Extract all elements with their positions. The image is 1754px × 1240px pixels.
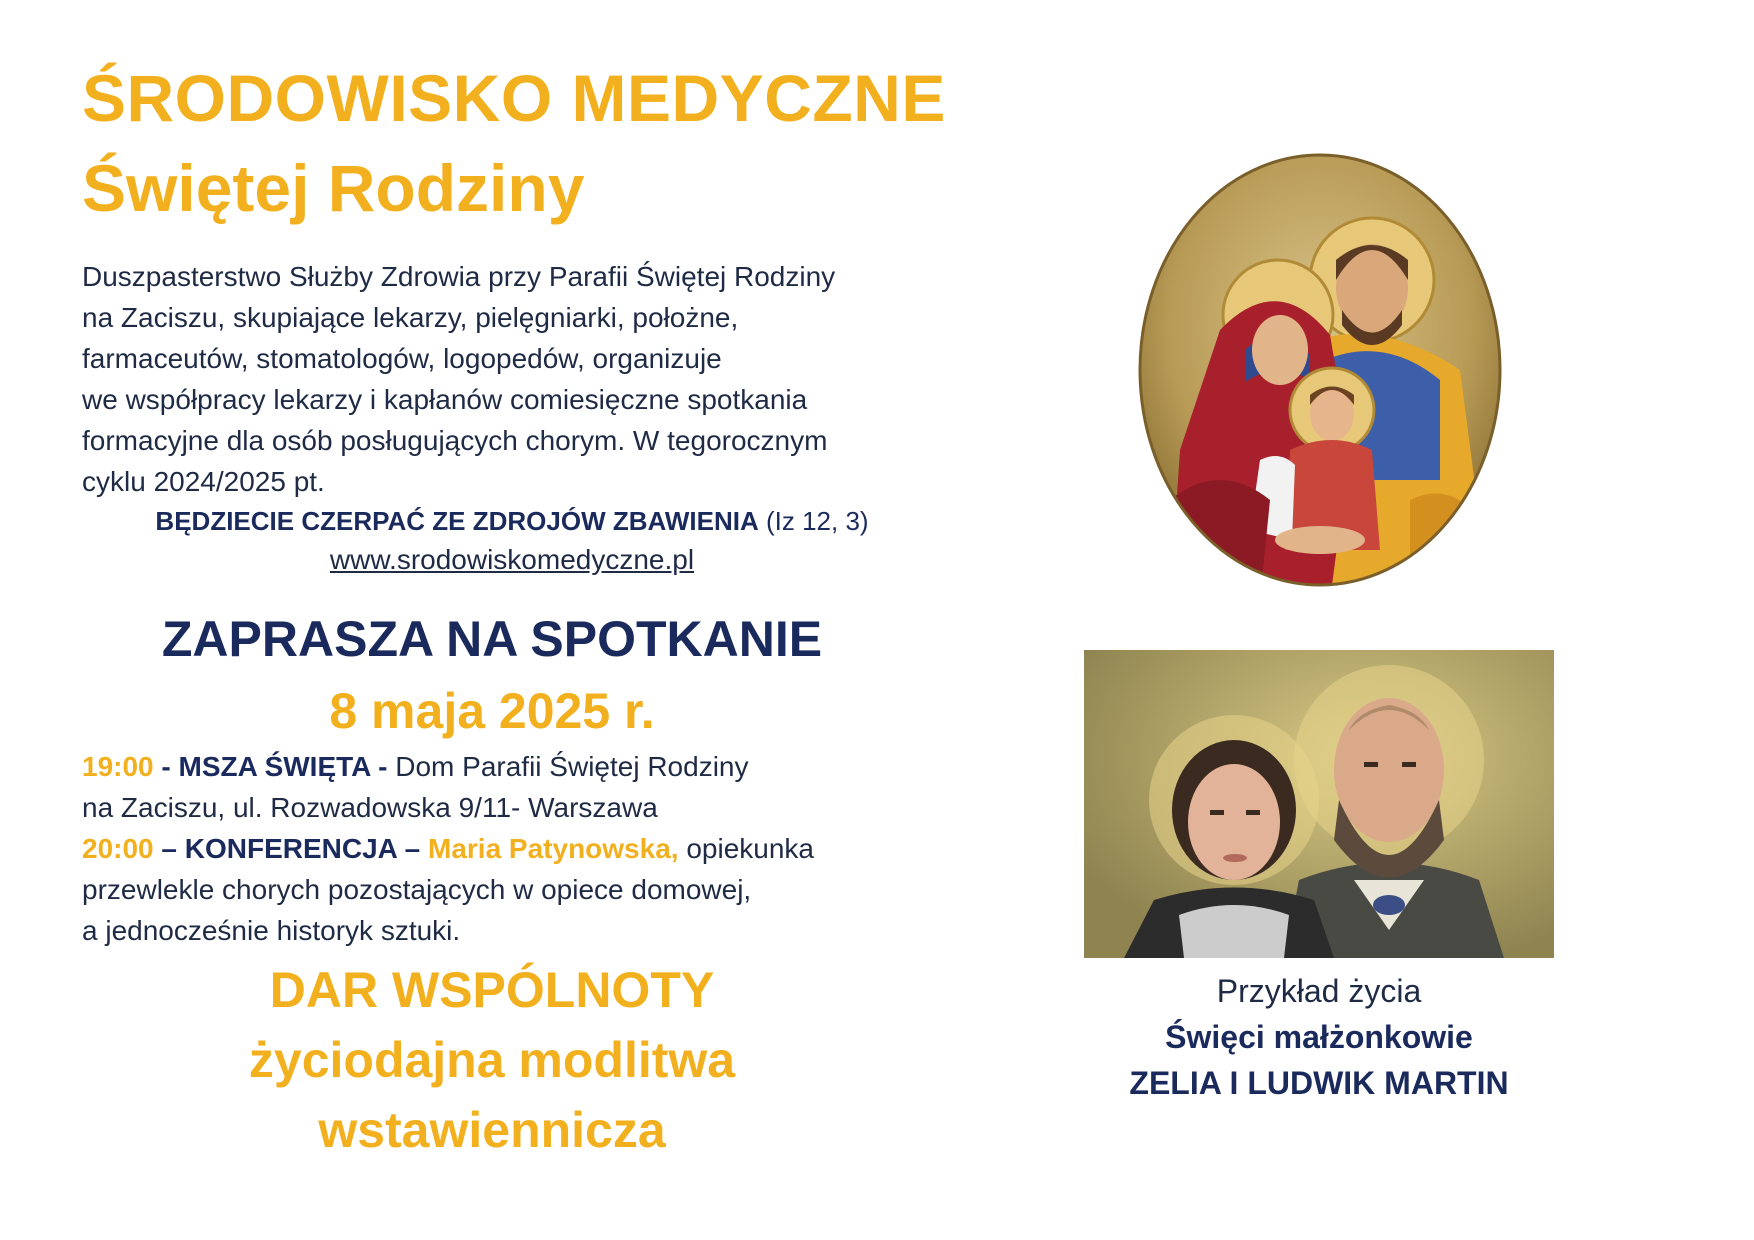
caption-line: Święci małżonkowie (1165, 1019, 1473, 1055)
caption-line: ZELIA I LUDWIK MARTIN (1129, 1065, 1509, 1101)
conference-speaker: Maria Patynowska, (428, 833, 679, 864)
mass-separator: - (153, 751, 179, 782)
website-link[interactable]: www.srodowiskomedyczne.pl (329, 544, 695, 575)
motto-text: BĘDZIECIE CZERPAĆ ZE ZDROJÓW ZBAWIENIA (155, 506, 759, 536)
conference-separator: – (396, 833, 428, 864)
gift-heading (82, 955, 902, 1165)
mass-address: na Zaciszu, ul. Rozwadowska 9/11- Warszawa (82, 792, 658, 823)
event-schedule (82, 746, 942, 951)
gift-line: życiodajna modlitwa (248, 1032, 736, 1088)
gift-line: wstawiennicza (318, 1102, 666, 1158)
portrait-caption (1084, 968, 1554, 1106)
conference-description: przewlekle chorych pozostających w opiece domowej, (82, 874, 752, 905)
holy-family-icon (1110, 120, 1530, 610)
mass-separator: - (370, 751, 396, 782)
holy-family-icon-svg (1110, 120, 1530, 610)
intro-line: formacyjne dla osób posługujących chorym. W tegorocznym (82, 425, 828, 456)
page-title: ŚRODOWISKO MEDYCZNE (82, 61, 946, 135)
intro-line: Duszpasterstwo Służby Zdrowia przy Parafii Świętej Rodziny (82, 261, 836, 292)
conference-time: 20:00 (82, 833, 154, 864)
page-subtitle: Świętej Rodziny (82, 151, 585, 225)
intro-line: cyklu 2024/2025 pt. (82, 466, 325, 497)
conference-description: a jednocześnie historyk sztuki. (82, 915, 461, 946)
schedule-mass (82, 746, 942, 787)
saints-portrait-svg (1084, 650, 1554, 958)
intro-line: na Zaciszu, skupiające lekarzy, pielęgniarki, położne, (82, 302, 739, 333)
mass-time: 19:00 (82, 751, 154, 782)
conference-separator: – (153, 833, 185, 864)
saints-portrait (1084, 650, 1554, 958)
conference-description: opiekunka (678, 833, 814, 864)
intro-paragraph (82, 256, 942, 502)
mass-place: Dom Parafii Świętej Rodziny (395, 751, 749, 782)
intro-line: we współpracy lekarzy i kapłanów comiesięczne spotkania (82, 384, 808, 415)
invitation-heading: ZAPRASZA NA SPOTKANIE (161, 611, 823, 667)
gift-line: DAR WSPÓLNOTY (269, 962, 715, 1018)
schedule-conference (82, 828, 942, 869)
event-date: 8 maja 2025 r. (329, 683, 655, 739)
caption-line: Przykład życia (1216, 973, 1422, 1009)
mass-label: MSZA ŚWIĘTA (178, 751, 371, 782)
intro-line: farmaceutów, stomatologów, logopedów, organizuje (82, 343, 722, 374)
conference-label: KONFERENCJA (184, 833, 397, 864)
motto (82, 506, 942, 537)
motto-reference: (Iz 12, 3) (765, 506, 869, 536)
